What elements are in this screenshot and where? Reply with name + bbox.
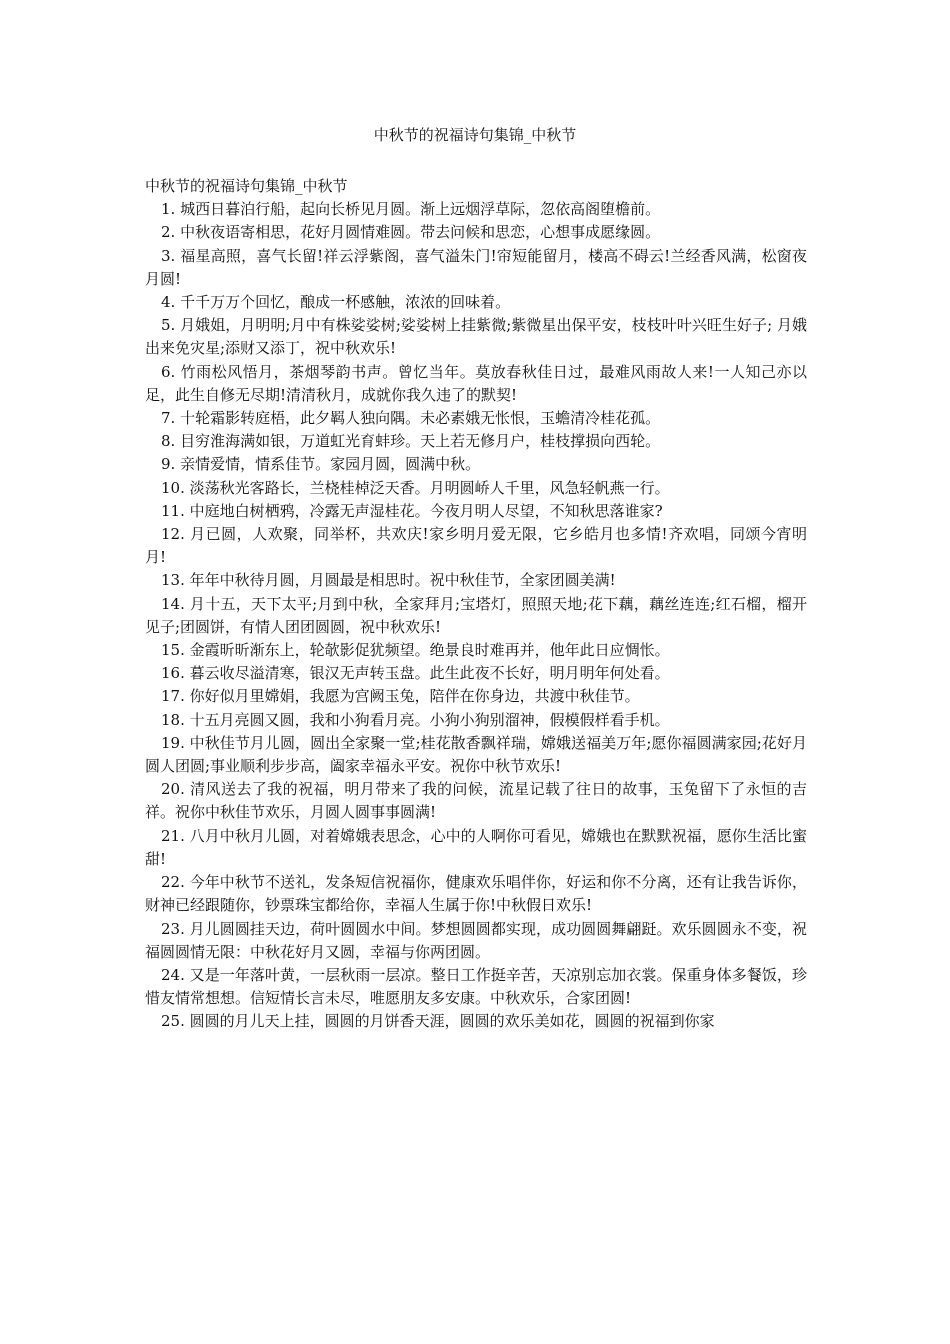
- list-item: 20. 清风送去了我的祝福，明月带来了我的问候，流星记载了往日的故事，玉兔留下了永恒的吉祥。祝你中秋佳节欢乐，月圆人圆事事圆满!: [145, 780, 807, 822]
- list-item: 12. 月已圆，人欢聚，同举杯，共欢庆!家乡明月爱无限，它乡皓月也多情!齐欢唱，同颂今宵明月!: [145, 525, 807, 567]
- list-item: 18. 十五月亮圆又圆，我和小狗看月亮。小狗小狗别溜神，假模假样看手机。: [161, 710, 670, 729]
- list-item: 22. 今年中秋节不送礼，发条短信祝福你，健康欢乐唱伴你，好运和你不分离，还有让我告诉你，财神已经跟随你，钞票珠宝都给你，幸福人生属于你!中秋假日欢乐!: [145, 873, 807, 915]
- list-item: 24. 又是一年落叶黄，一层秋雨一层凉。整日工作挺辛苦，天凉别忘加衣裳。保重身体多餐饭，珍惜友情常想想。信短情长言未尽，唯愿朋友多安康。中秋欢乐，合家团圆!: [145, 965, 807, 1008]
- list-item: 7. 十轮霜影转庭梧，此夕羁人独向隅。未必素娥无怅恨，玉蟾清冷桂花孤。: [161, 409, 661, 428]
- document-body: [145, 175, 807, 1034]
- list-item: 11. 中庭地白树栖鸦，冷露无声湿桂花。今夜月明人尽望，不知秋思落谁家?: [161, 501, 663, 520]
- list-item: 13. 年年中秋待月圆，月圆最是相思时。祝中秋佳节，全家团圆美满!: [161, 571, 616, 590]
- list-item: 8. 目穷淮海满如银，万道虹光育蚌珍。天上若无修月户，桂枝撑损向西轮。: [161, 432, 661, 451]
- list-item: 9. 亲情爱情，情系佳节。家园月圆，圆满中秋。: [161, 455, 481, 474]
- list-item: 1. 城西日暮泊行船，起向长桥见月圆。渐上远烟浮草际，忽依高阁堕檐前。: [161, 200, 661, 219]
- list-item: 25. 圆圆的月儿天上挂，圆圆的月饼香天涯，圆圆的欢乐美如花，圆圆的祝福到你家: [161, 1012, 715, 1031]
- list-item: 21. 八月中秋月儿圆，对着嫦娥表思念，心中的人啊你可看见，嫦娥也在默默祝福，愿你生活比蜜甜!: [145, 826, 807, 868]
- list-item: 15. 金霞昕昕渐东上，轮欹影促犹频望。绝景良时难再并，他年此日应惆怅。: [161, 641, 670, 660]
- list-item: 19. 中秋佳节月儿圆，圆出全家聚一堂;桂花散香飘祥瑞，嫦娥送福美万年;愿你福圆满家园;花好月圆人团圆;事业顺利步步高，阖家幸福永平安。祝你中秋节欢乐!: [145, 733, 807, 776]
- list-item: 3. 福星高照，喜气长留!祥云浮紫阁，喜气溢朱门!帘短能留月，楼高不碍云!兰经香风满，松窗夜月圆!: [145, 246, 807, 288]
- list-item: 14. 月十五，天下太平;月到中秋，全家拜月;宝塔灯，照照天地;花下藕，藕丝连连;红石榴，榴开见子;团圆饼，有情人团团圆圆，祝中秋欢乐!: [145, 594, 807, 636]
- document-title: 中秋节的祝福诗句集锦_中秋节: [373, 126, 577, 144]
- list-item: 5. 月娥姐，月明明;月中有株娑娑树;娑娑树上挂紫微;紫微星出保平安，枝枝叶叶兴旺生好子; 月娥出来免灾星;添财又添丁，祝中秋欢乐!: [145, 316, 807, 358]
- list-item: 23. 月儿圆圆挂天边，荷叶圆圆水中间。梦想圆圆都实现，成功圆圆舞翩跹。欢乐圆圆永不变，祝福圆圆情无限：中秋花好月又圆，幸福与你两团圆。: [145, 919, 807, 961]
- list-item: 10. 淡荡秋光客路长，兰桡桂棹泛天香。月明圆峤人千里，风急轻帆燕一行。: [161, 478, 670, 497]
- list-item: 16. 暮云收尽溢清寒，银汉无声转玉盘。此生此夜不长好，明月明年何处看。: [161, 664, 670, 683]
- list-item: 4. 千千万万个回忆，酿成一杯感触，浓浓的回味着。: [161, 293, 511, 312]
- list-item: 17. 你好似月里嫦娟，我愿为宫阙玉兔，陪伴在你身边，共渡中秋佳节。: [161, 687, 640, 706]
- list-item: 2. 中秋夜语寄相思，花好月圆情难圆。带去问候和思恋，心想事成愿缘圆。: [161, 223, 661, 242]
- document-subtitle: 中秋节的祝福诗句集锦_中秋节: [145, 177, 348, 195]
- list-item: 6. 竹雨松风悟月，茶烟琴韵书声。曾忆当年。莫放春秋佳日过，最难风雨故人来!一人知己亦以足，此生自修无尽期!清清秋月，成就你我久违了的默契!: [145, 362, 807, 404]
